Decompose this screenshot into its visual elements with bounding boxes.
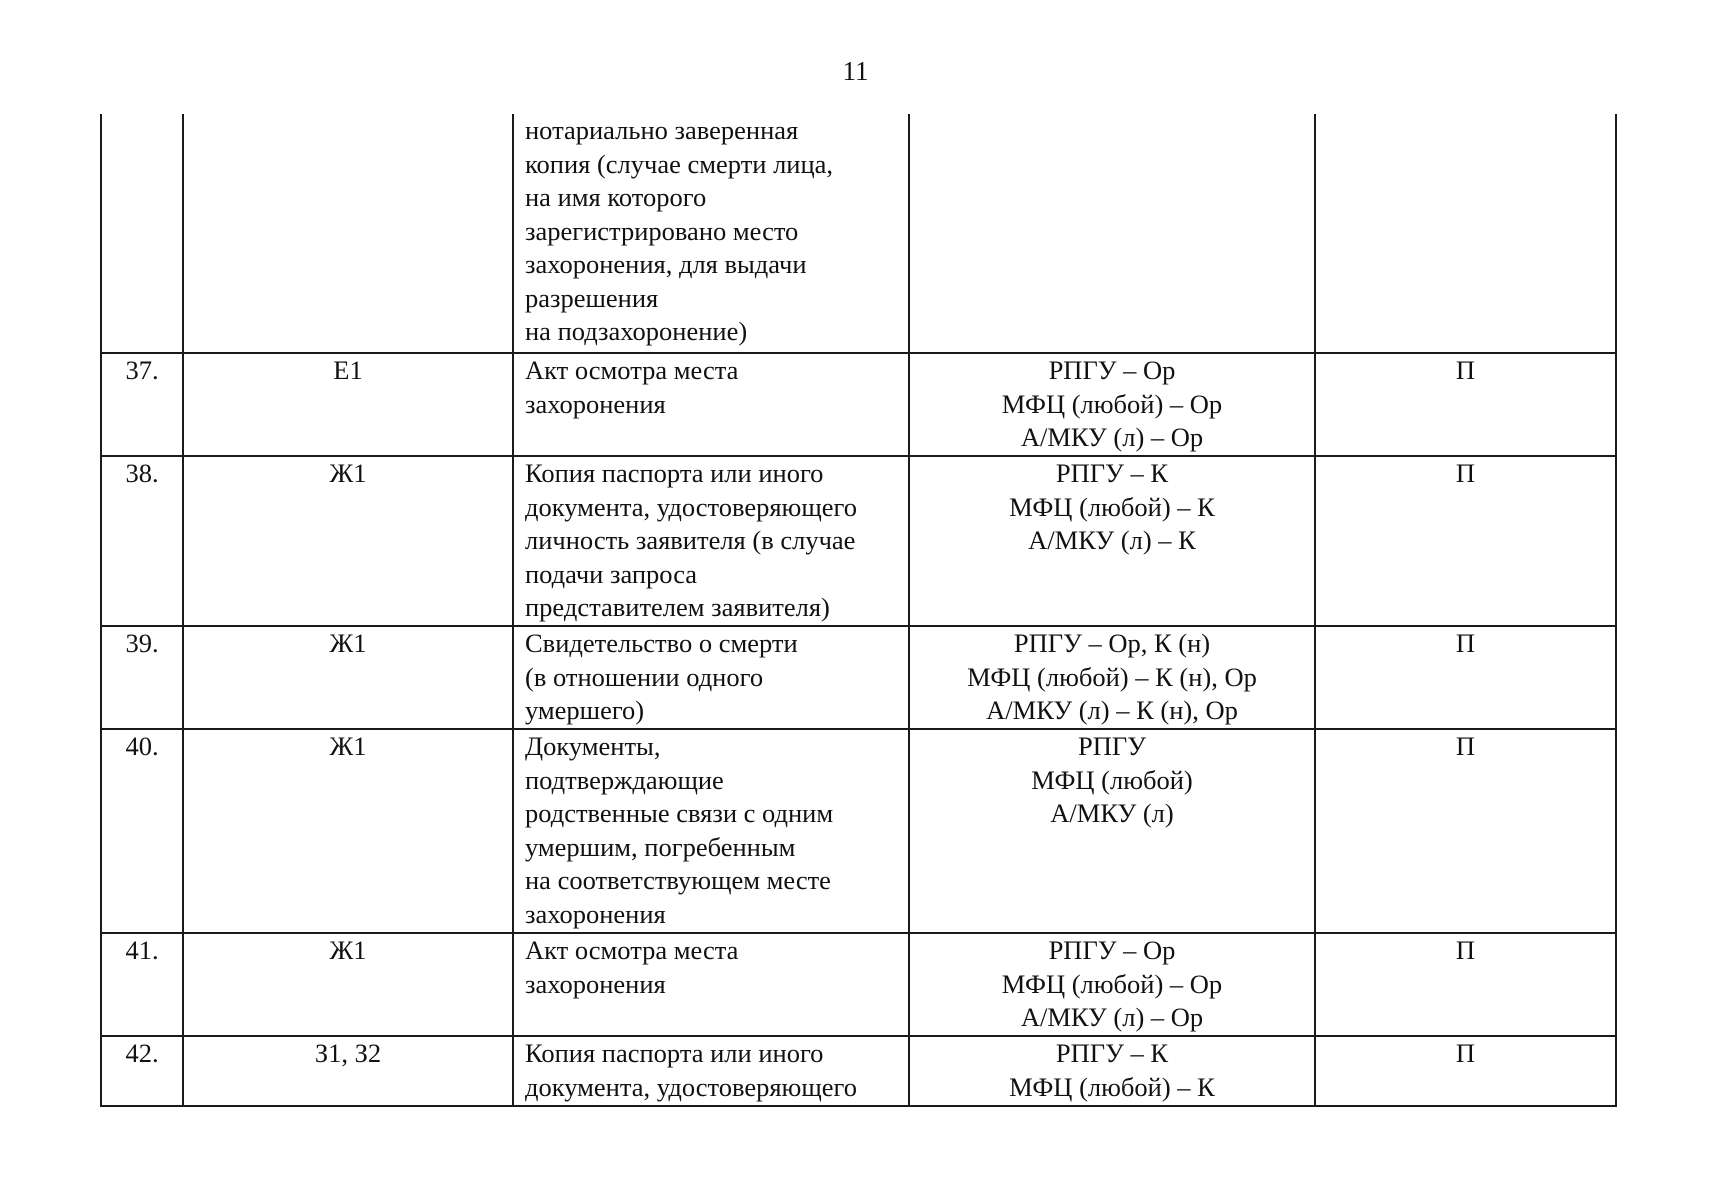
document-name-cell <box>513 353 909 456</box>
submission-method-line: А/МКУ (л) – Ор <box>1020 1002 1204 1032</box>
row-number-cell <box>101 626 183 729</box>
document-type-cell <box>1315 626 1616 729</box>
document-name-line: захоронения <box>525 388 666 419</box>
row-number: 38. <box>125 458 159 488</box>
submission-method-line: А/МКУ (л) – Ор <box>1020 422 1204 452</box>
code-cell <box>183 114 513 353</box>
submission-method-line: РПГУ – Ор <box>1048 935 1176 965</box>
row-number: 41. <box>125 935 159 965</box>
submission-method-cell <box>909 626 1315 729</box>
code: Ж1 <box>329 935 367 965</box>
submission-method-line: МФЦ (любой) – К <box>1009 1071 1215 1102</box>
submission-method-line: РПГУ – Ор, К (н) <box>1013 628 1211 658</box>
document-name-line: на соответствующем месте <box>525 865 831 895</box>
document-type: П <box>1455 731 1476 761</box>
row-number-cell <box>101 729 183 933</box>
table-row <box>101 626 1616 729</box>
document-name-line: умершим, погребенным <box>525 831 796 862</box>
document-name-line: разрешения <box>525 282 659 313</box>
submission-method-line: МФЦ (любой) – К <box>1009 491 1215 522</box>
table-row <box>101 1036 1616 1106</box>
document-name-cell <box>513 114 909 353</box>
documents-table-body <box>101 114 1616 1106</box>
document-name-line: зарегистрировано место <box>525 215 799 246</box>
code-cell <box>183 729 513 933</box>
document-type-cell <box>1315 456 1616 626</box>
submission-method-cell <box>909 353 1315 456</box>
submission-method-line: МФЦ (любой) <box>1031 764 1193 795</box>
code-cell <box>183 1036 513 1106</box>
submission-method-cell <box>909 456 1315 626</box>
table-row <box>101 729 1616 933</box>
row-number: 39. <box>125 628 159 658</box>
document-type: П <box>1455 355 1476 385</box>
document-type: П <box>1455 1038 1476 1068</box>
code-cell <box>183 626 513 729</box>
document-type: П <box>1455 935 1476 965</box>
document-name <box>514 934 908 1001</box>
code: Ж1 <box>329 458 367 488</box>
table-row <box>101 353 1616 456</box>
document-name-line: на имя которого <box>525 182 707 212</box>
document-type: П <box>1455 458 1476 488</box>
document-name <box>514 457 908 625</box>
document-name-line: представителем заявителя) <box>525 592 830 622</box>
submission-method-line: РПГУ – К <box>1055 458 1169 488</box>
document-name <box>514 627 908 728</box>
document-type-cell <box>1315 1036 1616 1106</box>
row-number-cell <box>101 114 183 353</box>
document-name-line: Копия паспорта или иного <box>525 458 824 488</box>
submission-method-line: МФЦ (любой) – Ор <box>1001 968 1223 999</box>
document-name-line: документа, удостоверяющего <box>525 1071 857 1102</box>
row-number: 42. <box>125 1038 159 1068</box>
document-name-line: нотариально заверенная <box>525 115 799 145</box>
document-name-line: документа, удостоверяющего <box>525 491 857 522</box>
document-name-line: личность заявителя (в случае <box>525 525 856 555</box>
submission-method-line: РПГУ – К <box>1055 1038 1169 1068</box>
submission-method-line: А/МКУ (л) <box>1050 798 1174 828</box>
code: З1, З2 <box>314 1038 382 1068</box>
code: Е1 <box>333 355 363 385</box>
document-type-cell <box>1315 933 1616 1036</box>
document-name-line: Акт осмотра места <box>525 355 739 385</box>
table-row <box>101 114 1616 353</box>
document-name <box>514 114 908 349</box>
page-number: 11 <box>842 56 869 86</box>
document-name-cell <box>513 626 909 729</box>
document-name-line: захоронения <box>525 968 666 999</box>
submission-method-line: МФЦ (любой) – К (н), Ор <box>967 661 1257 692</box>
document-name-line: Копия паспорта или иного <box>525 1038 824 1068</box>
document-type-cell <box>1315 353 1616 456</box>
document-name-cell <box>513 456 909 626</box>
document-name <box>514 354 908 421</box>
document-name <box>514 1037 908 1104</box>
code-cell <box>183 456 513 626</box>
row-number-cell <box>101 353 183 456</box>
document-name-line: на подзахоронение) <box>525 316 748 346</box>
submission-method-line: РПГУ <box>1078 731 1146 761</box>
document-name-line: умершего) <box>525 695 645 725</box>
document-name-line: Акт осмотра места <box>525 935 739 965</box>
document-name-line: подтверждающие <box>525 764 724 795</box>
submission-method-cell <box>909 729 1315 933</box>
document-name-line: подачи запроса <box>525 558 698 589</box>
document-name <box>514 730 908 931</box>
document-name-line: родственные связи с одним <box>525 798 834 828</box>
document-name-cell <box>513 1036 909 1106</box>
document-type-cell <box>1315 114 1616 353</box>
document-type-cell <box>1315 729 1616 933</box>
code: Ж1 <box>329 628 367 658</box>
row-number-cell <box>101 933 183 1036</box>
document-name-line: Документы, <box>525 731 661 761</box>
submission-method-cell <box>909 1036 1315 1106</box>
document-name-line: захоронения, для выдачи <box>525 249 807 279</box>
submission-method-cell <box>909 114 1315 353</box>
row-number: 37. <box>125 355 159 385</box>
submission-method-line: А/МКУ (л) – К <box>1028 525 1196 555</box>
table-row <box>101 933 1616 1036</box>
document-type: П <box>1455 628 1476 658</box>
submission-method-line: А/МКУ (л) – К (н), Ор <box>986 695 1238 725</box>
document-name-line: Свидетельство о смерти <box>525 628 798 658</box>
row-number-cell <box>101 456 183 626</box>
documents-table <box>100 114 1617 1107</box>
row-number-cell <box>101 1036 183 1106</box>
document-name-line: (в отношении одного <box>525 661 764 692</box>
code-cell <box>183 353 513 456</box>
row-number: 40. <box>125 731 159 761</box>
document-name-line: захоронения <box>525 898 666 929</box>
table-row <box>101 456 1616 626</box>
submission-method-cell <box>909 933 1315 1036</box>
document-name-cell <box>513 933 909 1036</box>
document-name-line: копия (случае смерти лица, <box>525 148 834 179</box>
code-cell <box>183 933 513 1036</box>
code: Ж1 <box>329 731 367 761</box>
submission-method-line: РПГУ – Ор <box>1048 355 1176 385</box>
submission-method-line: МФЦ (любой) – Ор <box>1001 388 1223 419</box>
document-name-cell <box>513 729 909 933</box>
